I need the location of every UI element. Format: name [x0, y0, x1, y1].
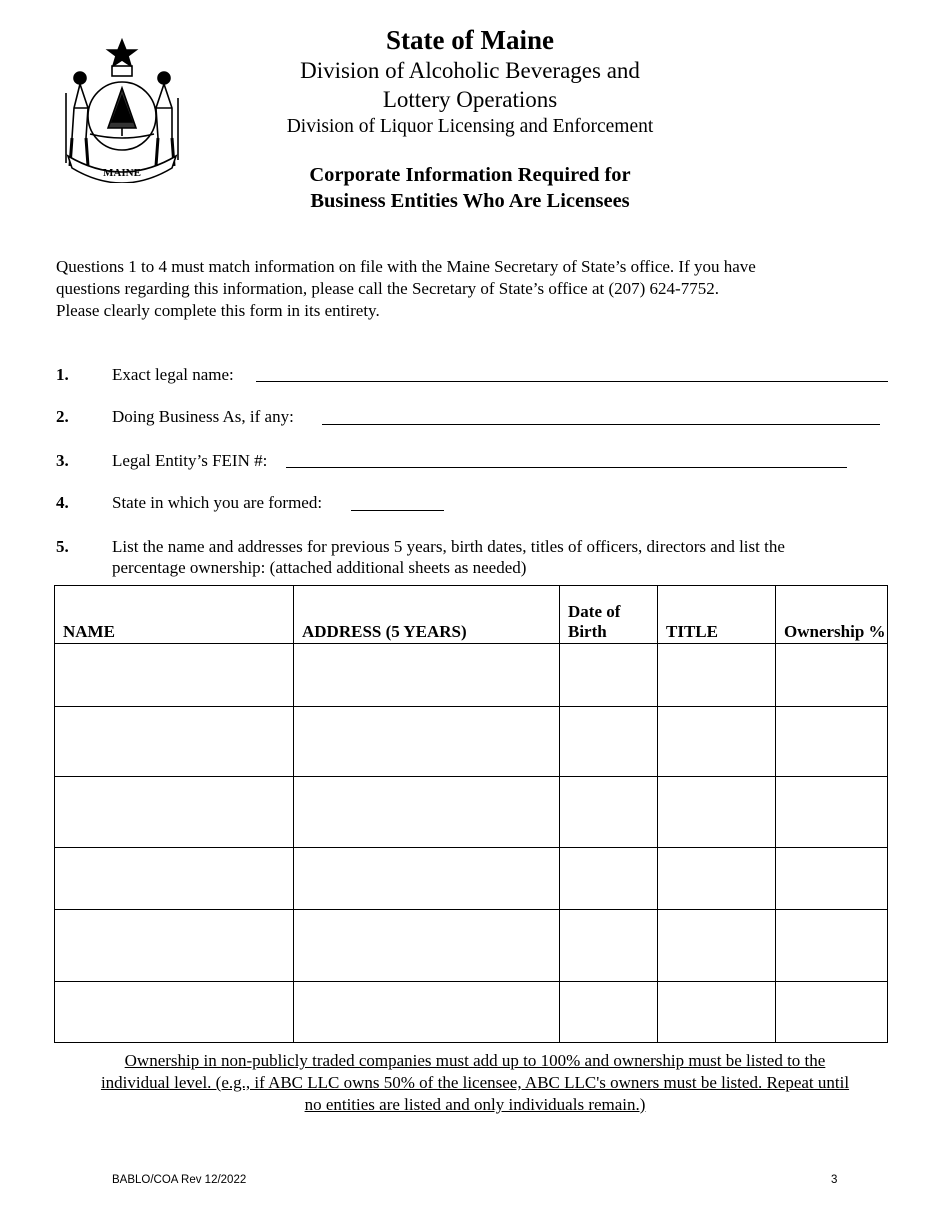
ownership-note-line2: individual level. (e.g., if ABC LLC owns 50% of the licensee, ABC LLC's owners must be listed. Repeat until [100, 1073, 850, 1092]
form-title-line1: Corporate Information Required for [309, 164, 631, 186]
name-cell[interactable] [55, 777, 294, 848]
dob-cell[interactable] [560, 910, 658, 982]
question-number: 4. [56, 493, 69, 512]
address-cell[interactable] [294, 848, 560, 910]
ownership-cell[interactable] [776, 982, 888, 1043]
form-id: BABLO/COA Rev 12/2022 [112, 1174, 247, 1186]
table-row [55, 644, 888, 707]
title-cell[interactable] [658, 848, 776, 910]
page-number: 3 [831, 1174, 838, 1186]
ownership-note-line1: Ownership in non-publicly traded companies must add up to 100% and ownership must be listed to the [124, 1051, 826, 1070]
dob-cell[interactable] [560, 707, 658, 777]
title-cell[interactable] [658, 707, 776, 777]
table-row [55, 982, 888, 1043]
ownership-cell[interactable] [776, 848, 888, 910]
legal-name-field[interactable] [256, 381, 888, 382]
fein-field[interactable] [286, 467, 847, 468]
question-number: 3. [56, 451, 69, 470]
dob-cell[interactable] [560, 644, 658, 707]
form-title-line2: Business Entities Who Are Licensees [310, 190, 630, 212]
name-cell[interactable] [55, 644, 294, 707]
title-cell[interactable] [658, 910, 776, 982]
table-row [55, 777, 888, 848]
column-header-dob: Date of Birth [560, 586, 658, 644]
ownership-table [54, 585, 888, 1043]
address-cell[interactable] [294, 707, 560, 777]
name-cell[interactable] [55, 848, 294, 910]
dob-cell[interactable] [560, 777, 658, 848]
title-cell[interactable] [658, 777, 776, 848]
name-cell[interactable] [55, 707, 294, 777]
state-formed-label: State in which you are formed: [112, 493, 323, 512]
dba-label: Doing Business As, if any: [112, 407, 294, 426]
column-header-address: ADDRESS (5 YEARS) [294, 586, 560, 644]
dob-cell[interactable] [560, 848, 658, 910]
title-cell[interactable] [658, 644, 776, 707]
name-cell[interactable] [55, 982, 294, 1043]
intro-line3: Please clearly complete this form in its entirety. [56, 301, 380, 320]
column-header-title: TITLE [658, 586, 776, 644]
question-number: 1. [56, 365, 69, 384]
ownership-instructions-line2: percentage ownership: (attached additional sheets as needed) [112, 558, 527, 577]
address-cell[interactable] [294, 982, 560, 1043]
table-row [55, 910, 888, 982]
table-header-row [55, 586, 888, 644]
intro-line2: questions regarding this information, please call the Secretary of State’s office at (207) 624-7752. [56, 279, 719, 298]
legal-name-label: Exact legal name: [112, 365, 234, 384]
name-cell[interactable] [55, 910, 294, 982]
division-name-line2: Lottery Operations [382, 87, 558, 112]
seal-text: MAINE [103, 167, 141, 179]
column-header-name: NAME [55, 586, 294, 644]
state-seal-logo [60, 38, 185, 183]
address-cell[interactable] [294, 777, 560, 848]
table-row [55, 848, 888, 910]
fein-label: Legal Entity’s FEIN #: [112, 451, 268, 470]
column-header-ownership: Ownership % [776, 586, 888, 644]
question-number: 5. [56, 537, 69, 556]
title-cell[interactable] [658, 982, 776, 1043]
ownership-instructions-line1: List the name and addresses for previous 5 years, birth dates, titles of officers, directors and list the [112, 537, 785, 556]
intro-line1: Questions 1 to 4 must match information on file with the Maine Secretary of State’s office. If you have [56, 257, 756, 276]
address-cell[interactable] [294, 910, 560, 982]
subdivision-name: Division of Liquor Licensing and Enforcement [286, 116, 654, 137]
page-title: State of Maine [386, 25, 554, 55]
dob-cell[interactable] [560, 982, 658, 1043]
division-name-line1: Division of Alcoholic Beverages and [300, 58, 640, 83]
question-number: 2. [56, 407, 69, 426]
ownership-cell[interactable] [776, 644, 888, 707]
address-cell[interactable] [294, 644, 560, 707]
table-row [55, 707, 888, 777]
state-formed-field[interactable] [351, 510, 444, 511]
ownership-note-line3: no entities are listed and only individuals remain.) [304, 1095, 646, 1114]
ownership-cell[interactable] [776, 910, 888, 982]
ownership-cell[interactable] [776, 707, 888, 777]
dba-field[interactable] [322, 424, 880, 425]
ownership-cell[interactable] [776, 777, 888, 848]
